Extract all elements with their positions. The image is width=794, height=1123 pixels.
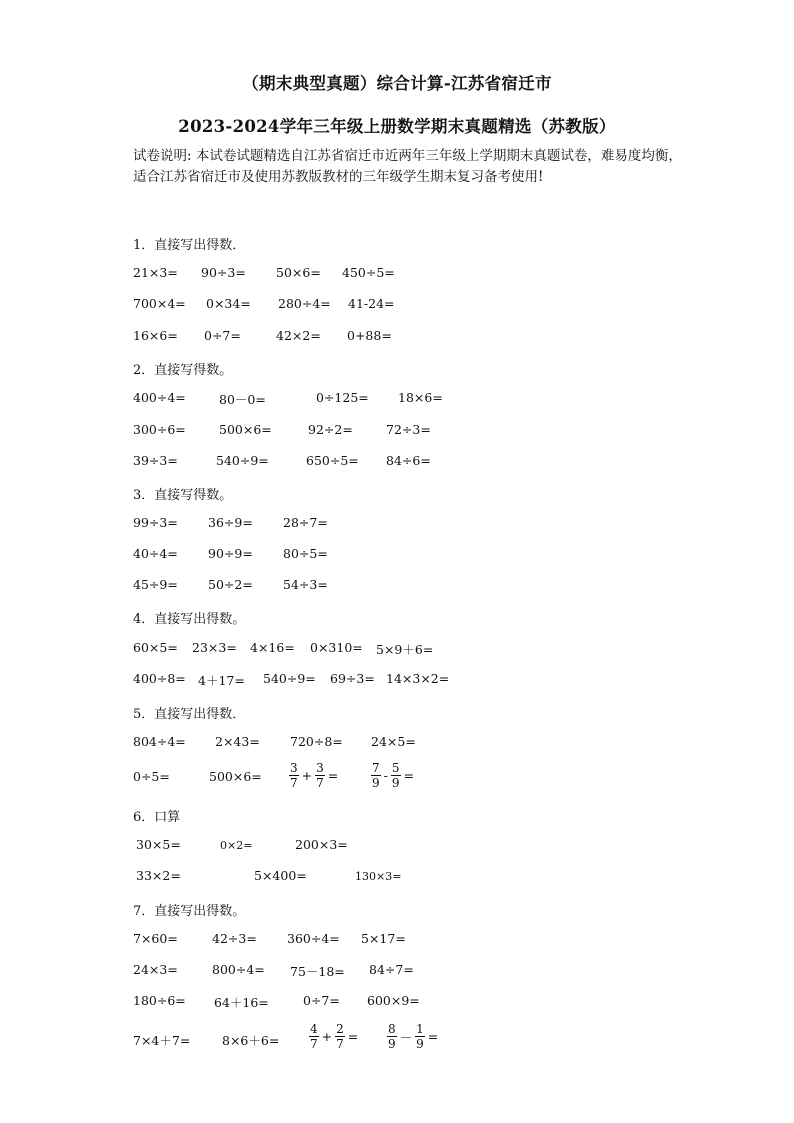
problem: 804÷4=	[133, 734, 186, 749]
problem: 7×4＋7=	[133, 1033, 191, 1048]
problem: 80÷5=	[283, 546, 328, 561]
problem: 84÷6=	[386, 453, 431, 468]
problem: 800÷4=	[212, 962, 265, 977]
section-1-heading: 1．直接写出得数．	[133, 238, 246, 253]
title-line-1: （期末典型真题）综合计算-江苏省宿迁市	[242, 74, 552, 93]
problem: 450÷5=	[342, 265, 395, 280]
problem: 180÷6=	[133, 993, 186, 1008]
problem: 39÷3=	[133, 453, 178, 468]
problem: 28÷7=	[283, 515, 328, 530]
problem: 600×9=	[367, 993, 420, 1008]
problem: 50÷2=	[208, 577, 253, 592]
problem: 5×17=	[361, 931, 406, 946]
problem: 30×5=	[136, 837, 181, 852]
problem: 64＋16=	[214, 995, 269, 1010]
problem: 0+88=	[347, 328, 392, 343]
problem: 45÷9=	[133, 577, 178, 592]
section-2-heading: 2．直接写得数。	[133, 363, 233, 378]
problem: 300÷6=	[133, 422, 186, 437]
fraction-problem: $\frac{7}{9}$ - $\frac{5}{9}$ =	[372, 761, 414, 790]
problem: 2×43=	[215, 734, 260, 749]
problem: 99÷3=	[133, 515, 178, 530]
fraction: $\frac{8}{9}$	[388, 1022, 396, 1051]
problem: 700×4=	[133, 296, 186, 311]
problem: 24×3=	[133, 962, 178, 977]
problem: 72÷3=	[386, 422, 431, 437]
problem: 130×3=	[355, 870, 402, 883]
problem: 41-24=	[348, 296, 395, 311]
problem: 75－18=	[290, 964, 345, 979]
problem: 21×3=	[133, 265, 178, 280]
fraction: $\frac{3}{7}$	[316, 761, 324, 790]
problem: 200×3=	[295, 837, 348, 852]
problem: 5×9＋6=	[376, 642, 434, 657]
problem: 8×6＋6=	[222, 1033, 280, 1048]
problem: 400÷8=	[133, 671, 186, 686]
fraction-problem: $\frac{4}{7}$ + $\frac{2}{7}$ =	[310, 1022, 359, 1051]
fraction-problem: $\frac{3}{7}$ + $\frac{3}{7}$ =	[290, 761, 339, 790]
title-line-2: 2023-2024学年三年级上册数学期末真题精选（苏教版）	[178, 117, 616, 136]
fraction: $\frac{1}{9}$	[416, 1022, 424, 1051]
problem: 650÷5=	[306, 453, 359, 468]
problem: 4×16=	[250, 640, 295, 655]
fraction: $\frac{7}{9}$	[372, 761, 380, 790]
problem: 69÷3=	[330, 671, 375, 686]
problem: 16×6=	[133, 328, 178, 343]
section-7-heading: 7．直接写出得数。	[133, 904, 246, 919]
problem: 14×3×2=	[386, 671, 450, 686]
problem: 500×6=	[219, 422, 272, 437]
problem: 540÷9=	[216, 453, 269, 468]
problem: 0×310=	[310, 640, 363, 655]
problem: 18×6=	[398, 390, 443, 405]
problem: 0÷125=	[316, 390, 369, 405]
problem: 90÷9=	[208, 546, 253, 561]
problem: 280÷4=	[278, 296, 331, 311]
problem: 5×400=	[254, 868, 307, 883]
problem: 42×2=	[276, 328, 321, 343]
problem: 54÷3=	[283, 577, 328, 592]
problem: 80－0=	[219, 392, 266, 407]
intro-text: 试卷说明: 本试卷试题精选自江苏省宿迁市近两年三年级上学期期末真题试卷，难易度均衡，适合江苏省宿迁市及使用苏教版教材的三年级学生期末复习备考使用!	[133, 148, 682, 185]
problem: 4＋17=	[198, 673, 245, 688]
fraction: $\frac{5}{9}$	[391, 761, 400, 790]
section-5-heading: 5．直接写出得数．	[133, 707, 246, 722]
problem: 0÷7=	[303, 993, 340, 1008]
problem: 400÷4=	[133, 390, 186, 405]
section-3-heading: 3．直接写得数。	[133, 488, 233, 503]
problem: 42÷3=	[212, 931, 257, 946]
problem: 36÷9=	[208, 515, 253, 530]
problem: 33×2=	[136, 868, 181, 883]
problem: 92÷2=	[308, 422, 353, 437]
problem: 0×34=	[206, 296, 251, 311]
problem: 60×5=	[133, 640, 178, 655]
problem: 23×3=	[192, 640, 237, 655]
fraction: $\frac{4}{7}$	[310, 1022, 318, 1051]
problem: 360÷4=	[287, 931, 340, 946]
problem: 720÷8=	[290, 734, 343, 749]
problem: 0÷5=	[133, 769, 170, 784]
problem: 540÷9=	[263, 671, 316, 686]
problem: 500×6=	[209, 769, 262, 784]
problem: 24×5=	[371, 734, 416, 749]
problem: 7×60=	[133, 931, 178, 946]
fraction-problem: $\frac{8}{9}$ － $\frac{1}{9}$ =	[388, 1022, 439, 1051]
fraction: $\frac{2}{7}$	[336, 1022, 344, 1051]
section-6-heading: 6．口算	[133, 810, 181, 825]
fraction: $\frac{3}{7}$	[290, 761, 298, 790]
section-4-heading: 4．直接写出得数。	[133, 612, 246, 627]
problem: 90÷3=	[201, 265, 246, 280]
problem: 0÷7=	[204, 328, 241, 343]
problem: 40÷4=	[133, 546, 178, 561]
problem: 0×2=	[220, 839, 253, 852]
problem: 50×6=	[276, 265, 321, 280]
problem: 84÷7=	[369, 962, 414, 977]
